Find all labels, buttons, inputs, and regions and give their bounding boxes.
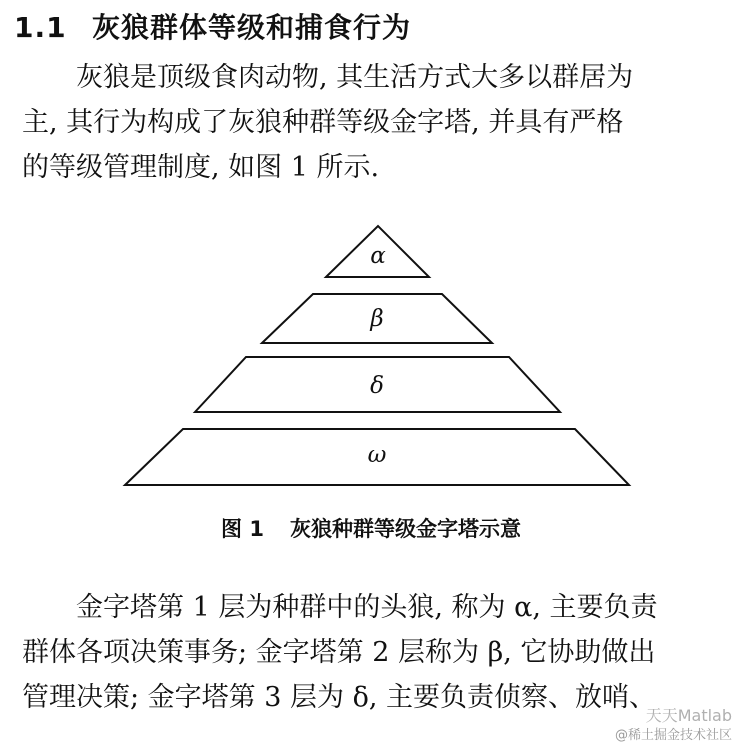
pyramid-label-delta: δ: [370, 373, 384, 399]
paragraph-line: 主, 其行为构成了灰狼种群等级金字塔, 并具有严格: [22, 107, 624, 138]
pyramid-label-beta: β: [370, 306, 384, 332]
section-number: 1.1: [14, 11, 67, 44]
pyramid-label-alpha: α: [370, 243, 386, 269]
watermark: [615, 706, 732, 746]
paragraph-line: 群体各项决策事务; 金字塔第 2 层称为 β, 它协助做出: [22, 637, 656, 668]
figure-caption: [0, 513, 742, 543]
section-title: 灰狼群体等级和捕食行为: [92, 11, 412, 44]
watermark-channel: 天天Matlab: [645, 706, 732, 725]
figure-caption-number: 图 1: [221, 517, 264, 541]
watermark-community: @稀土掘金技术社区: [614, 728, 732, 743]
paragraph-line: 金字塔第 1 层为种群中的头狼, 称为 α, 主要负责: [76, 592, 658, 623]
figure-caption-text: 灰狼种群等级金字塔示意: [289, 517, 521, 541]
paragraph-hierarchy: [22, 585, 658, 720]
paragraph-line: 灰狼是顶级食肉动物, 其生活方式大多以群居为: [76, 62, 634, 93]
paragraph-line: 管理决策; 金字塔第 3 层为 δ, 主要负责侦察、放哨、: [22, 682, 657, 713]
pyramid-label-omega: ω: [367, 442, 387, 468]
paragraph-line: 的等级管理制度, 如图 1 所示.: [22, 152, 380, 183]
